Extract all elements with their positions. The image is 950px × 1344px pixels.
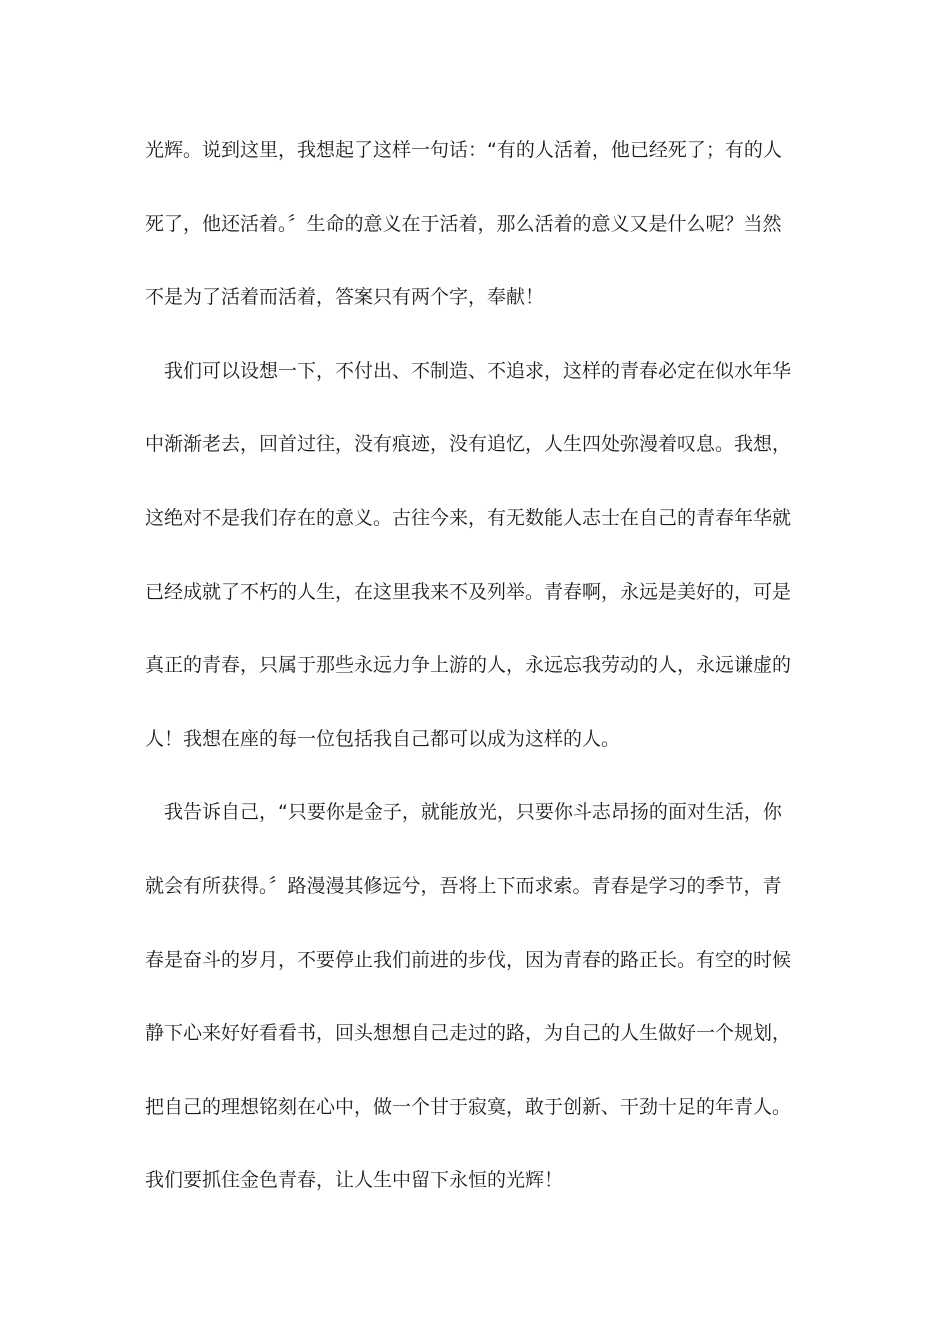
text-line: 不是为了活着而活着，答案只有两个字，奉献！: [145, 286, 545, 309]
text-line: 死了，他还活着。〞生命的意义在于活着，那么活着的意义又是什么呢？当然: [145, 212, 782, 235]
text-line: 我们要抓住金色青春，让人生中留下永恒的光辉！: [145, 1169, 564, 1192]
text-line: 光辉。说到这里，我想起了这样一句话：“有的人活着，他已经死了；有的人: [145, 139, 782, 161]
text-line: 就会有所获得。〞路漫漫其修远兮，吾将上下而求索。青春是学习的季节，青: [145, 874, 782, 897]
text-line: 这绝对不是我们存在的意义。古往今来，有无数能人志士在自己的青春年华就: [145, 506, 792, 529]
text-line: 真正的青春，只属于那些永远力争上游的人，永远忘我劳动的人，永远谦虚的: [145, 654, 792, 677]
text-line: 已经成就了不朽的人生，在这里我来不及列举。青春啊，永远是美好的，可是: [145, 580, 792, 603]
text-line: 春是奋斗的岁月，不要停止我们前进的步伐，因为青春的路正长。有空的时候: [145, 948, 792, 971]
text-line: 静下心来好好看看书，回头想想自己走过的路，为自己的人生做好一个规划，: [145, 1022, 792, 1045]
paragraph-start-line: 我们可以设想一下，不付出、不制造、不追求，这样的青春必定在似水年华: [164, 359, 792, 382]
text-line: 人！我想在座的每一位包括我自己都可以成为这样的人。: [145, 727, 621, 750]
paragraph-start-line: 我告诉自己，“只要你是金子，就能放光，只要你斗志昂扬的面对生活，你: [164, 801, 782, 824]
text-line: 把自己的理想铭刻在心中，做一个甘于寂寞，敢于创新、干劲十足的年青人。: [145, 1095, 792, 1118]
body-text: [145, 120, 805, 1224]
text-line: 中渐渐老去，回首过往，没有痕迹，没有追忆，人生四处弥漫着叹息。我想，: [145, 433, 792, 456]
